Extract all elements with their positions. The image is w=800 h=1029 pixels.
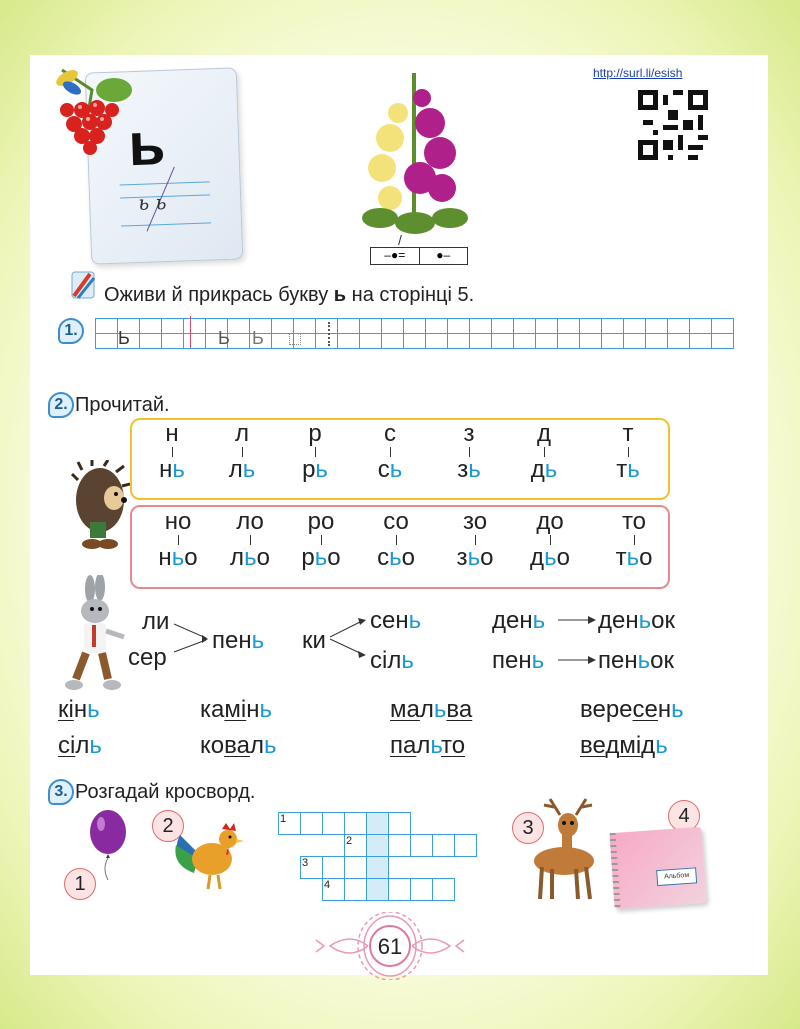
crossword-cell[interactable] xyxy=(454,834,477,857)
yellow-syllable-3: р рь xyxy=(302,420,328,483)
combo-den: день xyxy=(492,607,546,634)
red-syllable-4: со сьо xyxy=(377,508,415,571)
words-row2-word-2: коваль xyxy=(200,732,277,759)
yellow-syllable-4: с сь xyxy=(377,420,403,483)
red-syllable-1: но ньо xyxy=(158,508,198,571)
crossword-cell[interactable] xyxy=(366,812,389,835)
yellow-syllable-1: н нь xyxy=(159,420,185,483)
task-1-number: 1. xyxy=(58,318,84,344)
crossword-cell[interactable] xyxy=(366,878,389,901)
album-illustration xyxy=(609,827,706,909)
crossword-cell[interactable] xyxy=(388,834,411,857)
combo-arrows-1 xyxy=(172,618,212,658)
combo-ky: ки xyxy=(302,627,326,654)
task-3-title: Розгадай кросворд. xyxy=(75,781,256,803)
combo-ser: сер xyxy=(128,644,167,671)
crossword-cell[interactable] xyxy=(344,878,367,901)
combo-denok: деньок xyxy=(598,607,675,634)
crossword-cell[interactable] xyxy=(432,834,455,857)
crossword-cell[interactable] xyxy=(410,834,433,857)
arrow-den xyxy=(558,614,596,626)
combo-pen: пень xyxy=(212,627,265,654)
yellow-syllable-5: з зь xyxy=(457,420,481,483)
crossword-cell[interactable] xyxy=(344,812,367,835)
crossword-cell[interactable] xyxy=(322,878,345,901)
dotted-line xyxy=(328,322,330,346)
crossword-clue-number: 3 xyxy=(302,857,309,869)
words-row2-word-4: ведмідь xyxy=(580,732,668,759)
red-syllable-7: то тьо xyxy=(615,508,653,571)
script-lines xyxy=(120,181,211,226)
combo-arrows-2 xyxy=(328,616,370,660)
dotted-glyph xyxy=(289,333,301,345)
sample-glyph-2: Ь xyxy=(218,328,230,348)
crossword-cell[interactable] xyxy=(366,856,389,879)
task-2-number: 2. xyxy=(48,392,74,418)
sample-glyph-3: Ь xyxy=(252,328,264,348)
qr-code-icon[interactable] xyxy=(638,90,708,160)
crossword-clue-number: 4 xyxy=(324,879,331,891)
crossword-cell[interactable] xyxy=(366,834,389,857)
crossword-cell[interactable] xyxy=(410,878,433,901)
words-row1-word-1: кінь xyxy=(58,696,100,723)
stress-mark: / xyxy=(398,232,402,248)
picture-number-4: 4 xyxy=(668,800,700,832)
yellow-syllable-6: д дь xyxy=(530,420,558,483)
words-row1-word-2: камінь xyxy=(200,696,272,723)
mallow-flowers-illustration xyxy=(360,68,470,238)
balloon-illustration xyxy=(88,810,128,880)
task-2-title: Прочитай. xyxy=(75,394,170,416)
words-row2-word-1: сіль xyxy=(58,732,102,759)
rooster-illustration xyxy=(170,815,262,895)
sample-glyph-1: Ь xyxy=(118,328,130,348)
crossword-cell[interactable] xyxy=(432,878,455,901)
picture-number-3: 3 xyxy=(512,812,544,844)
pencil-icon xyxy=(68,268,100,302)
combo-sen: сень xyxy=(370,607,422,634)
page-number: 61 xyxy=(377,934,403,959)
crossword-clue-number: 2 xyxy=(346,835,353,847)
picture-number-2: 2 xyxy=(152,810,184,842)
arrow-pen xyxy=(558,654,596,666)
combo-pen2: пень xyxy=(492,647,545,674)
combo-sil: сіль xyxy=(370,647,414,674)
red-syllable-6: до дьо xyxy=(530,508,570,571)
resource-link[interactable]: http://surl.li/esish xyxy=(593,66,683,80)
crossword-cell[interactable] xyxy=(388,878,411,901)
album-label: Альбом xyxy=(656,867,697,886)
deer-illustration xyxy=(520,795,610,905)
combo-penok: пеньок xyxy=(598,647,674,674)
crossword-cell[interactable] xyxy=(322,856,345,879)
big-letter: ь xyxy=(127,109,167,179)
hedgehog-illustration xyxy=(70,460,130,550)
sound-scheme: –●= ●– xyxy=(370,247,468,265)
red-syllable-5: зо зьо xyxy=(456,508,494,571)
yellow-syllable-7: т ть xyxy=(616,420,640,483)
yellow-syllable-2: л ль xyxy=(228,420,256,483)
task-3-number: 3. xyxy=(48,779,74,805)
words-row1-word-3: мальва xyxy=(390,696,473,723)
combo-li: ли xyxy=(142,608,170,635)
words-row2-word-3: пальто xyxy=(390,732,466,759)
red-syllable-2: ло льо xyxy=(230,508,270,571)
berries-illustration xyxy=(42,60,142,160)
crossword-cell[interactable] xyxy=(322,812,345,835)
crossword-cell[interactable] xyxy=(388,812,411,835)
red-syllable-3: ро рьо xyxy=(301,508,341,571)
grid-margin-line xyxy=(190,316,191,348)
crossword-cell[interactable] xyxy=(344,834,367,857)
picture-number-1: 1 xyxy=(64,868,96,900)
crossword-cell[interactable] xyxy=(344,856,367,879)
crossword-cell[interactable] xyxy=(278,812,301,835)
words-row1-word-4: вересень xyxy=(580,696,684,723)
crossword-cell[interactable] xyxy=(300,856,323,879)
intro-text: Оживи й прикрась букву ь на сторінці 5. xyxy=(104,284,475,306)
crossword-cell[interactable] xyxy=(300,812,323,835)
crossword-clue-number: 1 xyxy=(280,813,287,825)
script-letters: ь ь xyxy=(137,189,167,215)
rabbit-illustration xyxy=(62,575,132,700)
